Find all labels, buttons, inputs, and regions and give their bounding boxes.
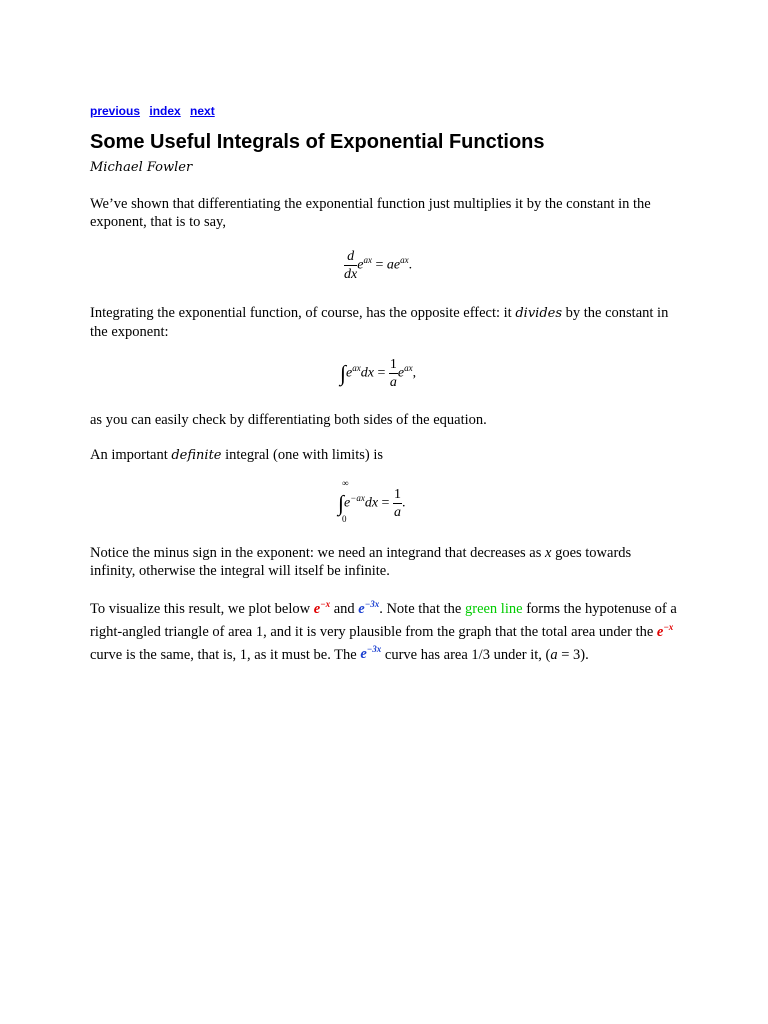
paragraph-5-text-b: goes towards infinity, otherwise the integral will itself be infinite. [90, 545, 632, 579]
equation-comma: , [412, 365, 417, 381]
author-name: Michael Fowler [90, 160, 193, 175]
paragraph-6-text-g: = 3). [557, 646, 589, 663]
e-exponent: −x [663, 621, 674, 632]
paragraph-4-text-a: An important [90, 447, 172, 463]
paragraph-6 [90, 595, 680, 663]
equals-sign: = [375, 257, 384, 273]
green-line-label: green line [464, 600, 523, 617]
fraction-denominator: a [389, 375, 397, 390]
fraction-denominator: dx [344, 267, 358, 282]
rhs-exponent: ax [404, 363, 413, 374]
e-minus-3x-label-2 [360, 646, 381, 662]
fraction-d-dx [344, 248, 357, 283]
e-exponent: −x [320, 599, 331, 609]
integrand-base: e [344, 495, 351, 511]
equation-period: . [401, 495, 406, 511]
upper-limit: ∞ [342, 478, 349, 488]
integral-sign: ∫ [338, 490, 345, 516]
rhs-coefficient: ae [386, 257, 401, 273]
e-base: e [360, 646, 367, 663]
exp-base: e [357, 257, 364, 273]
equation-derivative [344, 248, 412, 283]
e-base: e [358, 600, 365, 617]
exp-exponent: ax [363, 255, 372, 266]
paragraph-2 [90, 304, 680, 341]
index-link[interactable]: index [149, 104, 181, 118]
paragraph-6-text-d: forms the hypotenuse of a right-angled triangle of area 1, and it is very plausible from the graph that the total area under the [90, 600, 677, 640]
lower-limit: 0 [342, 514, 347, 524]
equation-indefinite-integral [340, 356, 416, 391]
integrand-exponent: −ax [350, 493, 365, 504]
paragraph-6-text-f: curve has area 1/3 under it, ( [381, 646, 551, 663]
integral-sign: ∫ [340, 360, 347, 386]
equals-sign: = [377, 365, 386, 381]
variable-x: x [545, 545, 552, 561]
paragraph-5 [90, 544, 680, 580]
fraction-numerator: 1 [389, 357, 397, 372]
variable-a: a [550, 646, 558, 663]
page-title: Some Useful Integrals of Exponential Functions [90, 131, 545, 153]
paragraph-6-text-e: curve is the same, that is, 1, as it must be. The [90, 646, 361, 663]
differential: dx [364, 495, 379, 511]
fraction-denominator: a [393, 505, 401, 520]
paragraph-2-text-a: Integrating the exponential function, of course, has the opposite effect: it [90, 305, 516, 321]
emphasis-definite: definite [171, 448, 222, 463]
equation-definite-integral [338, 478, 458, 526]
e-base: e [656, 623, 664, 640]
integrand-base: e [346, 365, 353, 381]
rhs-exponent: ax [400, 255, 409, 266]
fraction-numerator: d [344, 248, 357, 266]
next-link[interactable]: next [190, 104, 215, 118]
e-exponent: −3x [364, 599, 380, 609]
e-minus-x-label-2 [656, 621, 674, 640]
equals-sign: = [381, 495, 390, 511]
e-minus-3x-label [358, 601, 379, 617]
paragraph-4-text-b: integral (one with limits) is [221, 447, 383, 463]
rhs-base: e [397, 365, 405, 381]
fraction-1-over-a [393, 486, 402, 521]
paragraph-1: We’ve shown that differentiating the exponential function just multiplies it by the constant in the exponent, that is to say, [90, 196, 651, 230]
paragraph-6-text-b: and [330, 600, 359, 617]
integrand-exponent: ax [352, 363, 361, 374]
paragraph-5-text-a: Notice the minus sign in the exponent: we need an integrand that decreases as [90, 545, 545, 561]
paragraph-3: as you can easily check by differentiating both sides of the equation. [90, 412, 487, 428]
equation-period: . [408, 257, 413, 273]
paragraph-6-text-c: . Note that the [379, 600, 465, 617]
emphasis-divides: divides [515, 306, 563, 321]
e-minus-x-label [314, 601, 330, 617]
paragraph-2-text-b: by the constant in the exponent: [90, 305, 669, 340]
nav-links [90, 104, 221, 118]
fraction-1-over-a [389, 356, 398, 391]
paragraph-6-text-a: To visualize this result, we plot below [90, 600, 314, 617]
previous-link[interactable]: previous [90, 104, 141, 118]
paragraph-4 [90, 446, 680, 465]
fraction-numerator: 1 [393, 487, 401, 502]
differential: dx [360, 365, 374, 381]
e-exponent: −3x [366, 644, 382, 655]
e-base: e [313, 600, 321, 617]
